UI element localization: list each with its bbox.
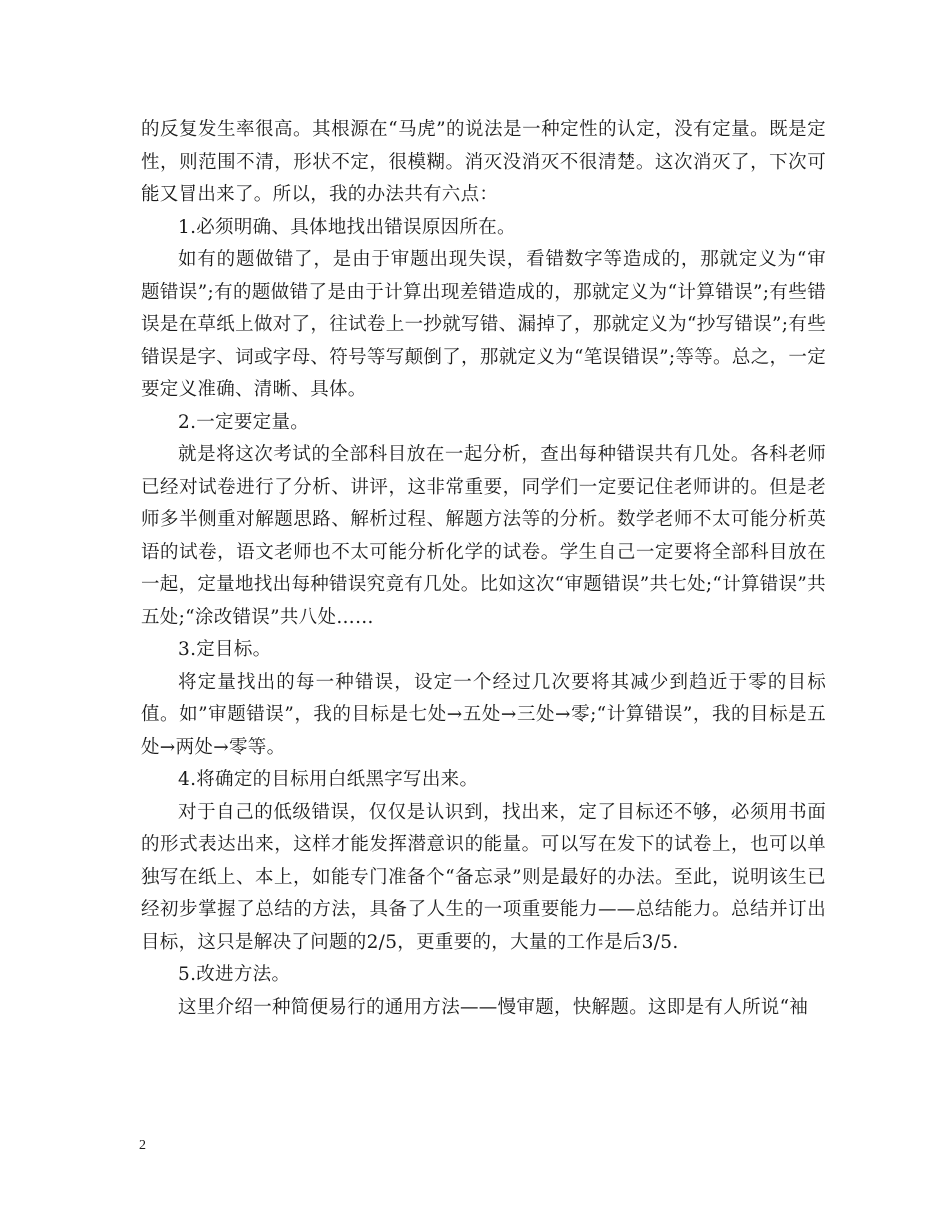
heading-point-3: 3.定目标。 xyxy=(178,639,272,660)
paragraph-point-4: 对于自己的低级错误，仅仅是认识到，找出来，定了目标还不够，必须用书面的形式表达出来，这样才能发挥潜意识的能量。可以写在发下的试卷上，也可以单独写在纸上、本上，如能专门准备个“备忘录”则是最好的办法。至此，说明该生已经初步掌握了总结的方法，具备了人生的一项重要能力——总结能力。总结并订出目标，这只是解决了问题的2/5，更重要的，大量的工作是后3/5. xyxy=(141,801,826,953)
paragraph-point-1: 如有的题做错了，是由于审题出现失误，看错数字等造成的，那就定义为“审题错误”;有的题做错了是由于计算出现差错造成的，那就定义为“计算错误”;有些错误是在草纸上做对了，往试卷上一抄就写错、漏掉了，那就定义为“抄写错误”;有些错误是字、词或字母、符号等写颠倒了，那就定义为“笔误错误”;等等。总之，一定要定义准确、清晰、具体。 xyxy=(141,249,826,400)
paragraph-point-2: 就是将这次考试的全部科目放在一起分析，查出每种错误共有几处。各科老师已经对试卷进行了分析、讲评，这非常重要，同学们一定要记住老师讲的。但是老师多半侧重对解题思路、解析过程、解题方法等的分析。数学老师不太可能分析英语的试卷，语文老师也不太可能分析化学的试卷。学生自己一定要将全部科目放在一起，定量地找出每种错误究竟有几处。比如这次“审题错误”共七处;“计算错误”共五处;“涂改错误”共八处…… xyxy=(141,444,826,628)
heading-point-1: 1.必须明确、具体地找出错误原因所在。 xyxy=(178,216,516,238)
paragraph-intro: 的反复发生率很高。其根源在“马虎”的说法是一种定性的认定，没有定量。既是定性，则范围不清，形状不定，很模糊。消灭没消灭不很清楚。这次消灭了，下次可能又冒出来了。所以，我的办法共有六点： xyxy=(141,119,826,205)
paragraph-point-5: 这里介绍一种简便易行的通用方法——慢审题，快解题。这即是有人所说“袖 xyxy=(178,996,809,1018)
heading-point-5: 5.改进方法。 xyxy=(178,964,291,985)
body-text xyxy=(141,114,826,1024)
paragraph-point-3: 将定量找出的每一种错误，设定一个经过几次要将其减少到趋近于零的目标值。如”审题错误”，我的目标是七处→五处→三处→零;“计算错误”，我的目标是五处→两处→零等。 xyxy=(141,671,826,758)
page-number: 2 xyxy=(139,1138,146,1153)
heading-point-2: 2.一定要定量。 xyxy=(178,411,310,433)
heading-point-4: 4.将确定的目标用白纸黑字写出来。 xyxy=(178,769,479,790)
